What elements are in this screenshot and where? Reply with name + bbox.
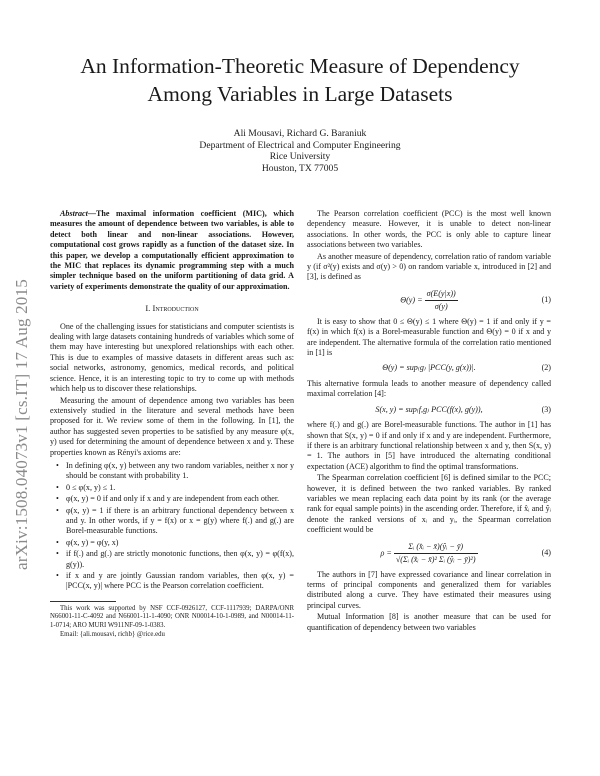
axiom-item: • In defining φ(x, y) between any two random variables, neither x nor y should be constant with probability 1. [66,461,294,482]
axiom-item: • 0 ≤ φ(x, y) ≤ 1. [66,483,294,493]
body-paragraph-spearman: The Spearman correlation coefficient [6] is defined similar to the PCC; however, it is defined between the two ranked variables. By ranked variables we mean replacing each data point by its rank (or the average rank for equal sample points) in the ascending order. Therefore, if x̂ᵢ and ŷᵢ denote the ranked versions of xᵢ and yᵢ, the Spearman correlation coefficient would be [307,473,551,535]
axiom-item: • if f(.) and g(.) are strictly monotonic functions, then φ(x, y) = φ(f(x), g(y)). [66,549,294,570]
axiom-item: • φ(x, y) = 0 if and only if x and y are independent from each other. [66,494,294,504]
renyi-axioms-list [50,461,294,592]
equation-3-label: (3) [541,404,551,414]
author-names: Ali Mousavi, Richard G. Baraniuk [233,128,367,139]
right-column [307,209,551,634]
body-paragraph-principal-curves: The authors in [7] have expressed covariance and linear correlation in terms of principal components and generalized them for variables distributed along a curve. They have estimated their measures using principal curves. [307,569,551,610]
body-paragraph-maximal-correlation: This alternative formula leads to another measure of dependency called maximal correlation [4]: [307,378,551,399]
body-paragraph-borel: where f(.) and g(.) are Borel-measurable functions. The author in [1] has shown that S(x, y) = 0 if and only if x and y are independent. Furthermore, if there is an arbitrary functional relationship between x and y, then S(x, y) = 1. The authors in [5] have introduced the alternating conditional expectation (ACE) algorithm to find the optimal transformations. [307,420,551,471]
axiom-item: • φ(x, y) = φ(y, x) [66,538,294,548]
body-paragraph-theta-properties: It is easy to show that 0 ≤ Θ(y) ≤ 1 where Θ(y) = 1 if and only if y = f(x) in which f(x) is a Borel-measurable function and Θ(y) = 0 if x and y are independent. The alternative formula of the correlation ratio mentioned in [1] is [307,316,551,358]
arxiv-identifier-stamp: arXiv:1508.04073v1 [cs.IT] 17 Aug 2015 [12,279,31,570]
equation-2 [307,363,551,373]
body-paragraph-correlation-ratio: As another measure of dependency, correlation ratio of random variable y (if σ²(y) exists and σ(y) > 0) on random variable x, introduced in [2] and [3], is defined as [307,251,551,282]
equation-4-denominator: √(Σᵢ (x̂ᵢ − x̄)² Σᵢ (ŷᵢ − ȳ)²) [395,554,476,564]
equation-3-body: S(x, y) = sup₍f,g₎ PCC(f(x), g(y)), [375,404,483,414]
equation-3 [307,405,551,415]
equation-4-numerator: Σᵢ (x̂ᵢ − x̄)(ŷᵢ − ȳ) [394,541,478,554]
equation-1-numerator: σ(E(y|x)) [425,288,458,301]
footnote-funding: This work was supported by NSF CCF-0926127, CCF-1117939; DARPA/ONR N66001-11-C-4092 and N66001-11-1-4090; ONR N00014-10-1-0989, and N00014-11-1-0714; ARO MURI W911NF-09-1-0383. [50,604,294,629]
left-column [50,209,294,640]
footnote-email: Email: {ali.mousavi, richb} @rice.edu [60,631,165,639]
author-block [100,128,500,174]
affiliation-city: Houston, TX 77005 [261,162,339,174]
paper-title [60,52,540,108]
title-line-1: An Information-Theoretic Measure of Dependency [80,54,520,78]
affiliation-department: Department of Electrical and Computer Engineering [199,139,401,151]
affiliation-university: Rice University [269,151,331,163]
equation-2-label: (2) [541,363,551,373]
section-heading-introduction: I. Introduction [145,303,199,314]
body-paragraph-pcc: The Pearson correlation coefficient (PCC) is the most well known dependency measure. However, it is unable to detect non-linear associations. In other words, the PCC is only able to capture linear associations between two variables. [307,209,551,250]
equation-1-fraction [425,288,458,313]
axiom-item: • if x and y are jointly Gaussian random variables, then φ(x, y) = |PCC(x, y)| where PCC is the Pearson correlation coefficient. [66,571,294,592]
equation-1-lhs: Θ(y) = [400,295,423,305]
equation-4-fraction [394,541,478,566]
equation-4-lhs: ρ = [380,547,392,557]
abstract-lead: Abstract [60,209,88,218]
intro-paragraph-2: Measuring the amount of dependence among two variables has been extensively studied in the literature and several methods have been proposed for it. We review some of them in the following. In [1], the author has suggested seven properties to be satisfied by any measure φ(x, y) used for determining the amount of dependence between x and y. These properties known as Rényi's axioms are: [50,395,294,457]
axiom-item: • φ(x, y) = 1 if there is an arbitrary functional dependency between x and y. In other words, if y = f(x) or x = g(y) where f(.) and g(.) are Borel-measurable functions. [66,506,294,537]
equation-2-body: Θ(y) = sup₍g₎ |PCC(y, g(x))|. [382,363,476,373]
equation-1-denominator: σ(y) [434,301,448,311]
equation-4 [307,541,551,565]
equation-4-label: (4) [541,547,551,557]
equation-1 [307,288,551,312]
footnote-divider [50,601,116,602]
title-line-2: Among Variables in Large Datasets [147,82,453,106]
abstract [50,209,294,292]
body-paragraph-mutual-information: Mutual Information [8] is another measure that can be used for quantification of dependency between two variables [307,612,551,632]
abstract-body: —The maximal information coefficient (MIC), which measures the amount of dependence between two variables, is able to detect both linear and non-linear associations. However, computational cost grows rapidly as a function of the dataset size. In this paper, we develop a computationally efficient approximation to the MIC that replaces its dynamic programming step with a much simpler technique based on the uniform partitioning of data grid. A variety of experiments demonstrate the quality of our approximation. [50,209,294,291]
intro-paragraph-1: One of the challenging issues for statisticians and computer scientists is dealing with large datasets containing hundreds of variables which some of them may have interesting but unexplored relationships with each other. This is due to examples of massive datasets in different areas such as: social networks, astronomy, genomics, medical records, and political science. Hence, it is an interesting topic to try to come up with methods which help us to discover these relationships. [50,321,294,394]
equation-1-label: (1) [541,294,551,304]
